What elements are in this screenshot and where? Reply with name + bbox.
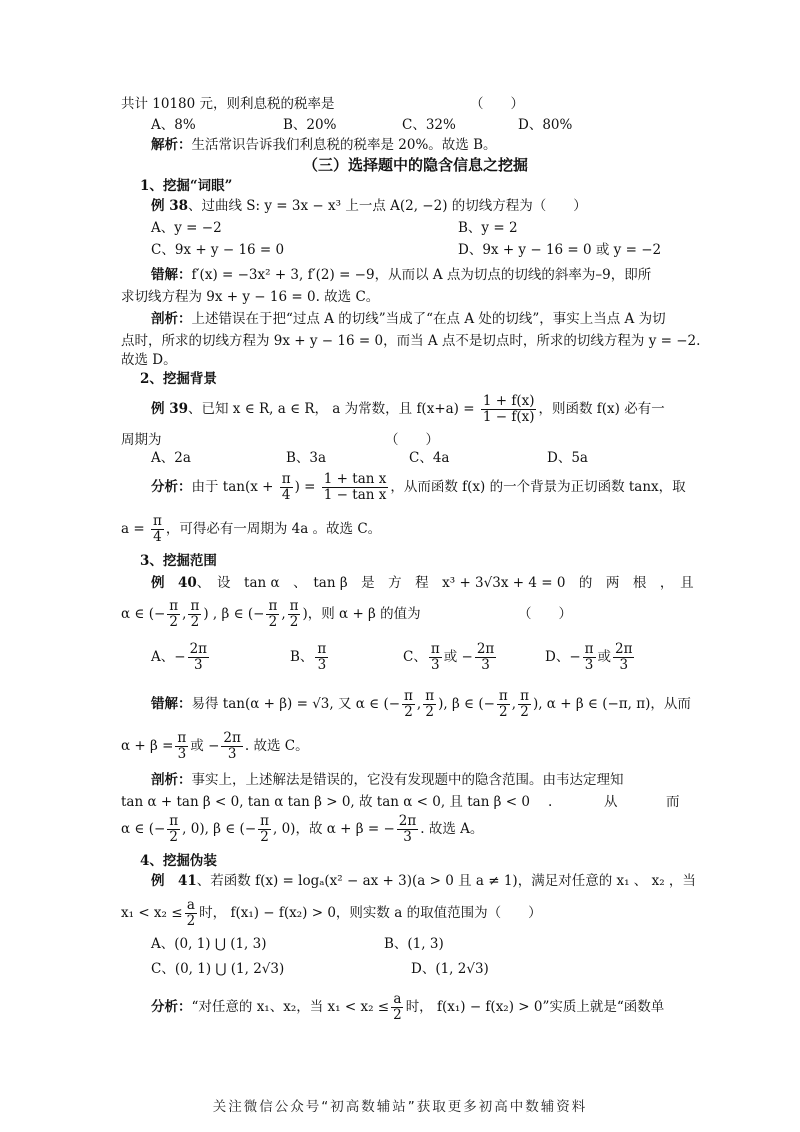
option-a: A、8%	[151, 117, 196, 133]
option-a: A、2a	[151, 450, 191, 466]
analysis: 剖析：上述错误在于把“过点 A 的切线”当成了“在点 A 处的切线”，事实上当点 A 为切	[151, 311, 666, 327]
option-c: C、4a	[409, 450, 450, 466]
analysis-dot: .	[548, 794, 553, 810]
option-b: B、3a	[286, 450, 327, 466]
analysis-cont: a = $\frac{\pi}{4}$ ，可得必有一周期为 4a 。故选 C。	[121, 513, 382, 545]
wrong-solution: 错解：f′(x) = −3x² + 3, f′(2) = −9，从而以 A 点为切点的切线的斜率为–9，即所	[151, 267, 652, 283]
analysis: 剖析：事实上，上述解法是错误的，它没有发现题中的隐含范围。由韦达定理知	[151, 772, 624, 788]
option-b: B、(1, 3)	[384, 936, 444, 952]
wrong-solution: 错解：易得 tan(α + β) = √3, 又 α ∈ (− $\frac{\pi}{2}$ , $\frac{\pi}{2}$ ), β ∈ (− $\frac{\pi}{2}$ , $\frac{\pi}{2}$ ), α + β ∈ (−π, π)，从而	[151, 688, 691, 720]
subsection-heading: 1、挖掘“词眼”	[140, 178, 233, 194]
option-c: C、32%	[402, 117, 456, 133]
analysis-word: 而	[666, 794, 680, 810]
subsection-heading: 4、挖掘伪装	[140, 853, 217, 869]
example-40-cont: α ∈ (− $\frac{\pi}{2}$ , $\frac{\pi}{2}$ ) , β ∈ (− $\frac{\pi}{2}$ , $\frac{\pi}{2}$ )，则 α + β 的值为	[121, 598, 421, 630]
example-39-cont: 周期为	[121, 432, 162, 448]
option-a: A、− $\frac{2\pi}{3}$	[151, 641, 208, 673]
subsection-heading: 2、挖掘背景	[140, 371, 217, 387]
analysis-cont: tan α + tan β < 0, tan α tan β > 0, 故 tan α < 0, 且 tan β < 0	[121, 794, 530, 810]
option-b: B、y = 2	[458, 220, 518, 236]
subsection-heading: 3、挖掘范围	[140, 553, 217, 569]
option-c: C、 $\frac{\pi}{3}$ 或 − $\frac{2\pi}{3}$	[403, 641, 495, 673]
analysis-word: 从	[604, 794, 618, 810]
footer-note: 关注微信公众号“初高数辅站”获取更多初高中数辅资料	[212, 1099, 588, 1115]
answer-paren: （ ）	[518, 606, 572, 622]
question-line: 共计 10180 元，则利息税的税率是	[121, 96, 335, 112]
example-38: 例 38、过曲线 S: y = 3x − x³ 上一点 A(2, −2) 的切线方程为（ ）	[151, 198, 587, 214]
analysis: 分析：“对任意的 x₁、x₂，当 x₁ < x₂ ≤ $\frac{a}{2}$ 时， f(x₁) − f(x₂) > 0”实质上就是“函数单	[151, 991, 665, 1023]
option-a: A、y = −2	[151, 220, 222, 236]
option-d: D、5a	[547, 450, 588, 466]
analysis-cont: α ∈ (− $\frac{\pi}{2}$ , 0), β ∈ (− $\frac{\pi}{2}$ , 0)，故 α + β = − $\frac{2\pi}{3}$ . 故选 A。	[121, 813, 484, 845]
option-a: A、(0, 1) ⋃ (1, 3)	[151, 936, 267, 952]
option-d: D、− $\frac{\pi}{3}$ 或 $\frac{2\pi}{3}$	[545, 641, 633, 673]
answer-paren: （ ）	[470, 96, 524, 112]
option-c: C、9x + y − 16 = 0	[151, 242, 285, 258]
example-40: 例 40、 设 tan α 、 tan β 是 方 程 x³ + 3√3x + 4 = 0 的 两 根 ， 且	[151, 575, 694, 591]
section-title: （三）选择题中的隐含信息之挖掘	[303, 156, 529, 174]
option-d: D、(1, 2√3)	[411, 961, 489, 977]
option-c: C、(0, 1) ⋃ (1, 2√3)	[151, 961, 285, 977]
option-b: B、20%	[283, 117, 337, 133]
analysis-cont: 故选 D。	[121, 352, 177, 368]
answer-paren: （ ）	[385, 432, 439, 448]
analysis-line: 解析：生活常识告诉我们利息税的税率是 20%。故选 B。	[151, 137, 497, 153]
option-d: D、9x + y − 16 = 0 或 y = −2	[458, 242, 662, 258]
option-b: B、 $\frac{\pi}{3}$	[290, 641, 327, 673]
analysis: 分析：由于 tan(x + $\frac{\pi}{4}$ ) = $\frac{\text{1 + tan x}}{\text{1 − tan x}}$ ，从而函数 f(x) 的一个背景为正切函数 tanx，取	[151, 471, 686, 503]
wrong-solution-cont: 求切线方程为 9x + y − 16 = 0. 故选 C。	[121, 289, 380, 305]
analysis-cont: 点时，所求的切线方程为 9x + y − 16 = 0，而当 A 点不是切点时，所求的切线方程为 y = −2.	[121, 333, 701, 349]
example-41: 例 41、若函数 f(x) = logₐ(x² − ax + 3)(a > 0 且 a ≠ 1)，满足对任意的 x₁ 、 x₂ ，当	[151, 873, 696, 889]
wrong-solution-cont: α + β = $\frac{\pi}{3}$ 或 − $\frac{2\pi}{3}$ . 故选 C。	[121, 730, 309, 762]
example-39: 例 39、已知 x ∈ R, a ∈ R， a 为常数，且 f(x+a) = $\frac{1 + f(x)}{1 - f(x)}$ ，则函数 f(x) 必有一	[151, 393, 665, 425]
option-d: D、80%	[518, 117, 573, 133]
example-41-cont: x₁ < x₂ ≤ $\frac{a}{2}$ 时， f(x₁) − f(x₂) > 0，则实数 a 的取值范围为（ ）	[121, 897, 542, 929]
